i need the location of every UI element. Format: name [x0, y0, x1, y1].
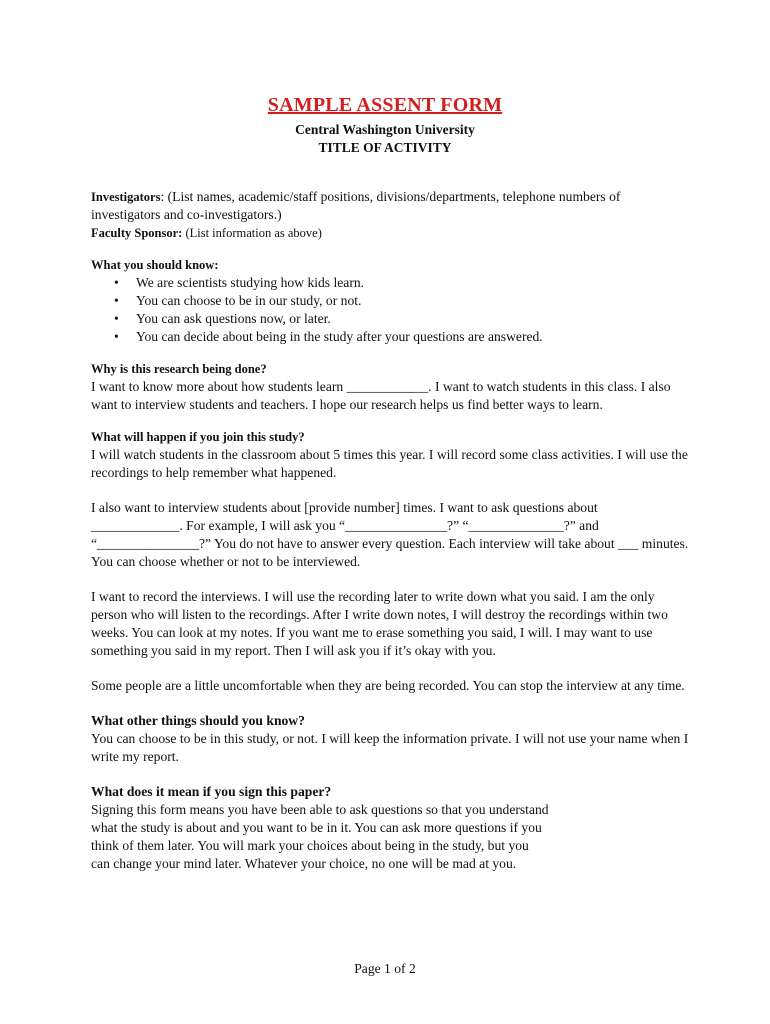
sign-line: what the study is about and you want to be in it. You can ask more questions if you: [91, 820, 542, 835]
why-text: I want to know more about how students learn ____________. I want to watch students in this class. I also want to interview students and teachers. I hope our research helps us find better ways to learn.: [91, 379, 671, 412]
happen-paragraph-4: Some people are a little uncomfortable when they are being recorded. You can stop the interview at any time.: [91, 678, 685, 693]
sign-line: think of them later. You will mark your choices about being in the study, but you: [91, 838, 529, 853]
know-heading: What you should know:: [91, 258, 219, 272]
happen-paragraph-1: I will watch students in the classroom about 5 times this year. I will record some class activities. I will use the recordings to help remember what happened.: [91, 447, 688, 480]
form-body: [91, 188, 691, 873]
page-number: Page 1 of 2: [354, 961, 416, 976]
list-item: • You can ask questions now, or later.: [136, 310, 691, 328]
why-heading: Why is this research being done?: [91, 362, 267, 376]
happen-paragraph-2: I also want to interview students about [provide number] times. I want to ask questions about _____________. For example, I will ask you “_______________?” “______________?” and “_______________?” You do not have to answer every question. Each interview will take about ___ minutes. You can choose whether or not to be interviewed.: [91, 500, 689, 569]
sponsor-text: (List information as above): [182, 226, 322, 240]
institution-name: Central Washington University: [295, 122, 475, 137]
other-text: You can choose to be in this study, or not. I will keep the information private. I will not use your name when I write my report.: [91, 731, 689, 764]
sponsor-label: Faculty Sponsor:: [91, 226, 183, 240]
sign-heading: What does it mean if you sign this paper?: [91, 784, 332, 799]
list-item: • We are scientists studying how kids learn.: [136, 274, 691, 292]
sign-line: can change your mind later. Whatever your choice, no one will be mad at you.: [91, 856, 517, 871]
other-heading: What other things should you know?: [91, 713, 305, 728]
activity-title: TITLE OF ACTIVITY: [318, 140, 452, 155]
form-title: SAMPLE ASSENT FORM: [267, 94, 503, 116]
happen-heading: What will happen if you join this study?: [91, 430, 305, 444]
sign-line: Signing this form means you have been able to ask questions so that you understand: [91, 802, 549, 817]
sponsor-paragraph: [91, 224, 691, 242]
happen-paragraph-3: I want to record the interviews. I will use the recording later to write down what you said. I am the only person who will listen to the recordings. After I write down notes, I will destroy the recordings within two weeks. You can look at my notes. If you want me to erase something you said, I will. I may want to use something you said in my report. Then I will ask you if it’s okay with you.: [91, 589, 668, 658]
know-list: [91, 274, 691, 346]
list-item: • You can choose to be in our study, or not.: [136, 292, 691, 310]
investigators-text: : (List names, academic/staff positions, divisions/departments, telephone numbers of investigators and co-investigators.): [91, 189, 621, 222]
investigators-label: Investigators: [91, 190, 161, 204]
investigators-paragraph: [91, 188, 691, 224]
list-item: • You can decide about being in the study after your questions are answered.: [136, 328, 691, 346]
